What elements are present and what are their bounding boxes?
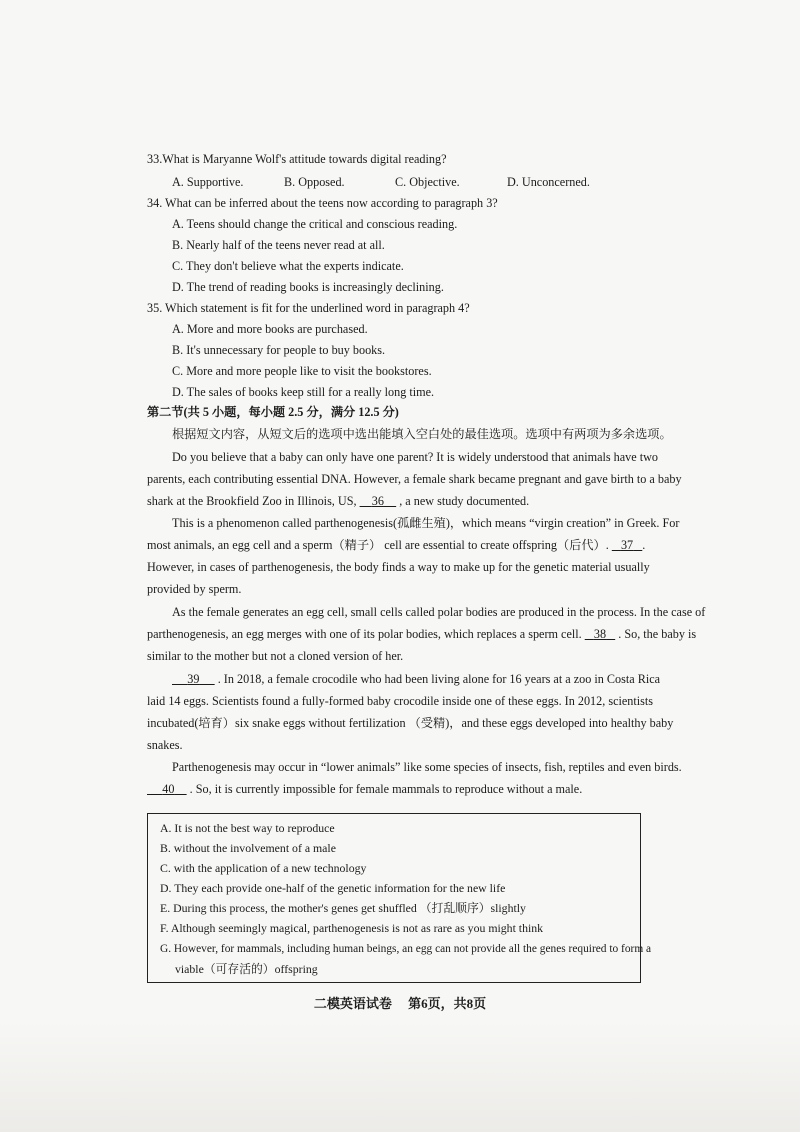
option-33-c: C. Objective.	[395, 175, 460, 189]
option-35-c: C. More and more people like to visit the bookstores.	[172, 364, 432, 378]
choice-g: G. However, for mammals, including human beings, an egg can not provide all the genes required to form a	[160, 943, 652, 955]
question-34-stem: 34. What can be inferred about the teens now according to paragraph 3?	[147, 196, 498, 210]
question-33-stem: 33.What is Maryanne Wolf's attitude towards digital reading?	[147, 152, 447, 166]
choice-d: D. They each provide one-half of the genetic information for the new life	[160, 881, 506, 895]
option-35-b: B. It's unnecessary for people to buy books.	[172, 343, 386, 357]
passage-p4-line-4: snakes.	[147, 738, 183, 752]
passage-p5-line-2: 40 . So, it is currently impossible for female mammals to reproduce without a male.	[147, 782, 582, 796]
option-34-a: A. Teens should change the critical and conscious reading.	[172, 217, 458, 231]
option-34-d: D. The trend of reading books is increasingly declining.	[172, 280, 444, 294]
blank-39: 39	[187, 672, 200, 686]
passage-p4-line-3: incubated(培育）six snake eggs without fertilization （受精)，and these eggs developed into healthy baby	[147, 716, 674, 730]
question-35-stem: 35. Which statement is fit for the underlined word in paragraph 4?	[147, 301, 470, 315]
choices-box	[147, 813, 652, 983]
scan-shadow	[0, 1022, 800, 1132]
choice-c: C. with the application of a new technology	[160, 861, 367, 875]
passage-p1-line-1: Do you believe that a baby can only have one parent? It is widely understood that animals have two	[172, 450, 659, 464]
passage-p2-line-1: This is a phenomenon called parthenogenesis(孤雌生殖)，which means “virgin creation” in Greek. For	[172, 516, 680, 530]
passage-p2-line-4: provided by sperm.	[147, 582, 242, 596]
passage-p1-line-2: parents, each contributing essential DNA. However, a female shark became pregnant and gave birth to a baby	[147, 472, 682, 486]
passage-p3-line-3: similar to the mother but not a cloned version of her.	[147, 649, 404, 663]
option-35-a: A. More and more books are purchased.	[172, 322, 368, 336]
blank-38: 38	[593, 627, 607, 641]
passage-p3-line-2: parthenogenesis, an egg merges with one of its polar bodies, which replaces a sperm cell. 38 . So, the baby is	[147, 627, 697, 641]
blank-36: 36	[371, 494, 384, 508]
blank-40: 40	[162, 782, 175, 796]
option-34-b: B. Nearly half of the teens never read at all.	[172, 238, 385, 252]
page-footer: 二模英语试卷 第6页，共8页	[313, 996, 487, 1011]
passage-p3-line-1: As the female generates an egg cell, small cells called polar bodies are produced in the process. In the case of	[172, 605, 706, 619]
choice-f: F. Although seemingly magical, parthenogenesis is not as rare as you might think	[160, 921, 544, 935]
section-2-instruction: 根据短文内容，从短文后的选项中选出能填入空白处的最佳选项。选项中有两项为多余选项。	[172, 427, 672, 441]
passage-p4-line-2: laid 14 eggs. Scientists found a fully-formed baby crocodile inside one of these eggs. In 2012, scientists	[147, 694, 654, 708]
passage-p2-line-3: However, in cases of parthenogenesis, the body finds a way to make up for the genetic material usually	[147, 560, 650, 574]
passage-p5-line-1: Parthenogenesis may occur in “lower animals” like some species of insects, fish, reptiles and even birds.	[172, 760, 682, 774]
passage-p1-line-3: shark at the Brookfield Zoo in Illinois, US, 36 , a new study documented.	[147, 494, 530, 508]
blank-37: 37	[620, 538, 634, 552]
option-35-d: D. The sales of books keep still for a really long time.	[172, 385, 435, 399]
passage-p4-line-1: 39 . In 2018, a female crocodile who had been living alone for 16 years at a zoo in Costa Rica	[172, 672, 660, 686]
section-2-heading: 第二节(共 5 小题，每小题 2.5 分，满分 12.5 分)	[147, 405, 399, 419]
choice-a: A. It is not the best way to reproduce	[160, 821, 335, 835]
option-33-d: D. Unconcerned.	[507, 175, 590, 189]
choice-g-continued: viable（可存活的）offspring	[175, 962, 318, 976]
option-33-a: A. Supportive.	[172, 175, 244, 189]
choice-e: E. During this process, the mother's genes get shuffled （打乱顺序）slightly	[160, 901, 526, 915]
passage-p2-line-2: most animals, an egg cell and a sperm（精子） cell are essential to create offspring（后代）. 37 .	[147, 538, 646, 552]
choice-b: B. without the involvement of a male	[160, 841, 336, 855]
option-34-c: C. They don't believe what the experts indicate.	[172, 259, 404, 273]
option-33-b: B. Opposed.	[284, 175, 345, 189]
